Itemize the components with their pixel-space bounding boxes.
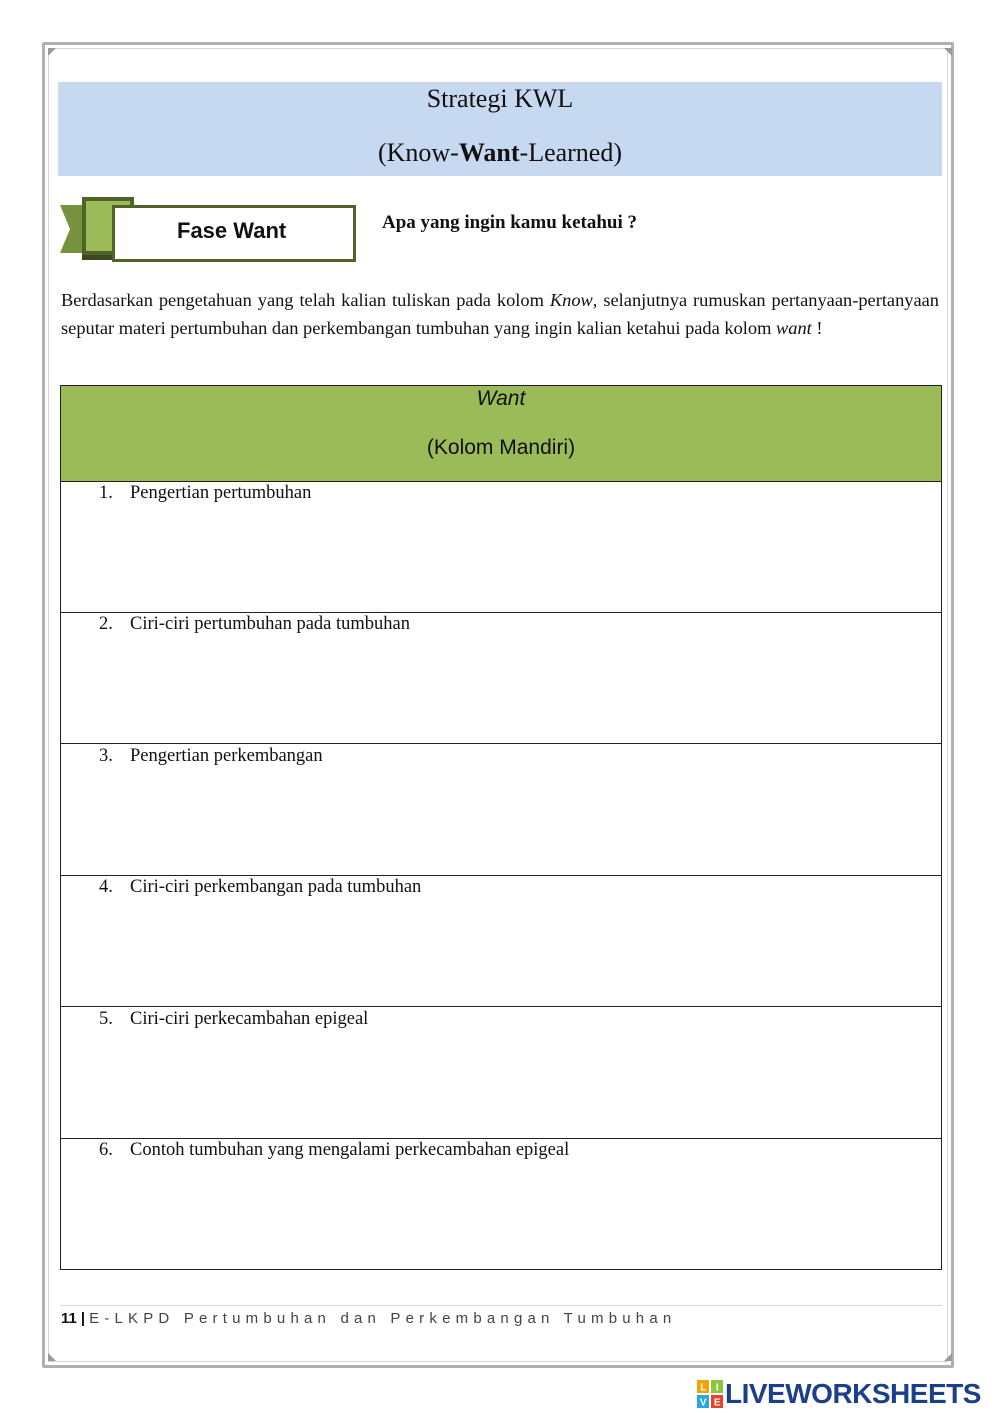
row-number: 5.	[99, 1009, 113, 1029]
table-row[interactable]	[61, 1008, 941, 1139]
phase-label: Fase Want	[177, 218, 287, 243]
title-banner	[58, 82, 942, 176]
row-number: 3.	[99, 746, 113, 766]
want-table-header	[61, 386, 941, 482]
table-row[interactable]	[61, 613, 941, 744]
row-number: 6.	[99, 1140, 113, 1160]
logo-letter: L	[700, 1382, 706, 1394]
logo-letter: V	[699, 1397, 707, 1408]
table-row[interactable]	[61, 876, 941, 1007]
logo-letter: E	[713, 1397, 721, 1408]
subtitle-suffix: -Learned)	[519, 138, 623, 167]
row-question: Pengertian pertumbuhan	[130, 483, 312, 503]
logo-letter: I	[715, 1382, 719, 1394]
phase-question: Apa yang ingin kamu ketahui ?	[382, 212, 637, 233]
corner-ornament	[48, 48, 56, 56]
row-number: 1.	[99, 483, 113, 503]
page-title: Strategi KWL	[426, 84, 574, 113]
want-header-title: Want	[476, 387, 526, 410]
corner-ornament	[48, 1353, 56, 1361]
footer-separator: |	[80, 1310, 86, 1327]
instructions-paragraph	[61, 286, 939, 342]
instructions-want: want	[775, 318, 812, 338]
phase-label-box	[112, 205, 356, 262]
want-table	[60, 385, 942, 1270]
row-question: Pengertian perkembangan	[130, 746, 323, 766]
row-number: 4.	[99, 877, 113, 897]
footer-text: E-LKPD Pertumbuhan dan Perkembangan Tumbuhan	[89, 1310, 677, 1327]
row-question: Ciri-ciri pertumbuhan pada tumbuhan	[130, 614, 410, 634]
brand-name: LIVEWORKSHEETS	[725, 1378, 981, 1409]
row-question: Contoh tumbuhan yang mengalami perkecambahan epigeal	[130, 1140, 570, 1160]
page-number: 11	[61, 1310, 77, 1327]
subtitle-bold: Want	[458, 138, 520, 167]
row-question: Ciri-ciri perkecambahan epigeal	[130, 1009, 369, 1029]
corner-ornament	[944, 48, 952, 56]
liveworksheets-logo-icon	[697, 1380, 723, 1408]
instructions-text: Berdasarkan pengetahuan yang telah kalian tuliskan pada kolom	[61, 290, 550, 310]
instructions-text: , selanjutnya rumuskan pertanyaan-pertanyaan seputar materi pertumbuhan dan perkembangan tumbuhan yang ingin kalian ketahui pada kolom	[61, 290, 939, 338]
row-question: Ciri-ciri perkembangan pada tumbuhan	[130, 877, 422, 897]
instructions-text: !	[811, 318, 823, 338]
page-footer	[61, 1310, 676, 1327]
instructions-know: Know	[549, 290, 593, 310]
page-subtitle	[58, 138, 942, 168]
footer-divider	[60, 1305, 942, 1306]
corner-ornament	[944, 1353, 952, 1361]
row-number: 2.	[99, 614, 113, 634]
subtitle-prefix: (Know-	[377, 138, 459, 167]
want-header-subtitle: (Kolom Mandiri)	[426, 436, 576, 459]
table-row[interactable]	[61, 1139, 941, 1270]
table-row[interactable]	[61, 745, 941, 876]
table-row[interactable]	[61, 482, 941, 613]
